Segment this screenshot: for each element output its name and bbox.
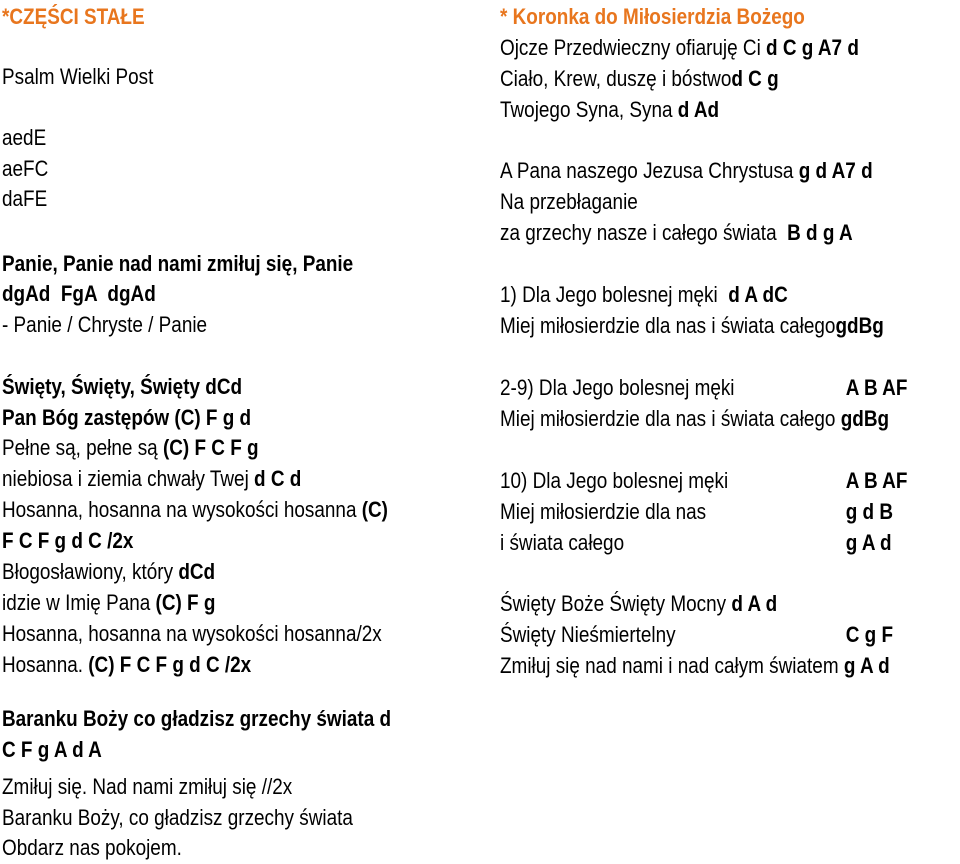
sanctus-line — [2, 650, 251, 680]
chord-line: aeFC — [2, 156, 49, 181]
chord-line: daFE — [2, 186, 48, 211]
agnus-line: Baranku Boży, co gładzisz grzechy świata — [2, 805, 353, 830]
chaplet-line — [500, 64, 779, 94]
lyric: Ojcze Przedwieczny ofiaruję Ci — [500, 35, 767, 60]
sanctus-line — [2, 588, 215, 618]
chords: d A dC — [728, 282, 788, 307]
decade-line — [500, 280, 788, 310]
lyric: i świata całego — [500, 530, 625, 555]
chords: dCd — [205, 374, 243, 399]
lyric: Pełne są, pełne są — [2, 435, 163, 460]
section-title-parts: *CZĘŚCI STAŁE — [2, 4, 145, 29]
chaplet-line — [500, 218, 853, 248]
chords: d A d — [731, 591, 778, 616]
lyric: Błogosławiony, który — [2, 559, 179, 584]
chords: (C) F C F g d C /2x — [88, 652, 252, 677]
decade-line — [500, 466, 947, 496]
chords: gdBg — [835, 313, 884, 338]
sanctus-line — [2, 557, 215, 587]
lyric: Zmiłuj się nad nami i nad całym światem — [500, 653, 844, 678]
lyric: Święty, Święty, Święty — [2, 374, 206, 399]
chords: (C) F C F g — [162, 435, 259, 460]
lyric: 2-9) Dla Jego bolesnej męki — [500, 375, 735, 400]
decade-line — [500, 373, 947, 403]
lyric: Święty Boże Święty Mocny — [500, 591, 732, 616]
lyric: Na przebłaganie — [500, 189, 638, 214]
sanctus-line — [2, 526, 133, 556]
chords: A B AF — [845, 468, 908, 493]
lyric: Hosanna, hosanna na wysokości hosanna/2x — [2, 621, 382, 646]
decade-line — [500, 311, 884, 341]
sanctus-line — [2, 372, 242, 402]
sanctus-line — [2, 495, 388, 525]
chaplet-line — [500, 95, 719, 125]
chaplet-line — [500, 33, 859, 63]
lyric: 1) Dla Jego bolesnej męki — [500, 282, 729, 307]
chord-line: aedE — [2, 125, 47, 150]
decade-line — [500, 404, 889, 434]
chords: g d B — [845, 499, 894, 524]
chords: g A d — [845, 530, 892, 555]
lyric: za grzechy nasze i całego świata — [500, 220, 788, 245]
holy-line — [500, 589, 777, 619]
lyric: niebiosa i ziemia chwały Twej — [2, 466, 255, 491]
chords: d Ad — [677, 97, 720, 122]
psalm-title: Psalm Wielki Post — [2, 64, 154, 89]
sanctus-line — [2, 619, 382, 649]
chords: dCd — [178, 559, 216, 584]
kyrie-line: Panie, Panie nad nami zmiłuj się, Panie — [2, 251, 354, 276]
chords: (C) — [361, 497, 388, 522]
lyric: Miej miłosierdzie dla nas i świata całego — [500, 313, 836, 338]
chords: C g F — [845, 622, 894, 647]
lyric: Miej miłosierdzie dla nas i świata całego — [500, 406, 841, 431]
sanctus-line — [2, 403, 251, 433]
chords: d C g — [731, 66, 779, 91]
chords: d C g A7 d — [766, 35, 859, 60]
holy-line — [500, 651, 890, 681]
section-title-chaplet: * Koronka do Miłosierdzia Bożego — [500, 4, 805, 29]
kyrie-chords: dgAd FgA dgAd — [2, 281, 156, 306]
chords: gdBg — [840, 406, 890, 431]
decade-line — [500, 497, 947, 527]
chords: A B AF — [845, 375, 908, 400]
chords: B d g A — [787, 220, 853, 245]
holy-line — [500, 620, 947, 650]
chaplet-line — [500, 156, 873, 186]
agnus-line: Zmiłuj się. Nad nami zmiłuj się //2x — [2, 774, 293, 799]
lyric: Pan Bóg zastępów (C) F g d — [2, 405, 252, 430]
decade-line — [500, 528, 947, 558]
chords: (C) F g — [155, 590, 216, 615]
chords: F C F g d C /2x — [2, 528, 134, 553]
lyric: Ciało, Krew, duszę i bóstwo — [500, 66, 732, 91]
lyric: Miej miłosierdzie dla nas — [500, 499, 707, 524]
chords: d C d — [254, 466, 302, 491]
sanctus-line — [2, 433, 259, 463]
lyric: idzie w Imię Pana — [2, 590, 156, 615]
agnus-chords: C F g A d A — [2, 737, 102, 762]
agnus-line: Obdarz nas pokojem. — [2, 835, 182, 860]
lyric: 10) Dla Jego bolesnej męki — [500, 468, 729, 493]
lyric: Hosanna, hosanna na wysokości hosanna — [2, 497, 362, 522]
sanctus-line — [2, 464, 301, 494]
lyric: Hosanna. — [2, 652, 89, 677]
agnus-line: Baranku Boży co gładzisz grzechy świata d — [2, 706, 392, 731]
lyric: Twojego Syna, Syna — [500, 97, 678, 122]
chords: g d A7 d — [798, 158, 873, 183]
chords: g A d — [843, 653, 890, 678]
lyric: A Pana naszego Jezusa Chrystusa — [500, 158, 799, 183]
kyrie-sub: - Panie / Chryste / Panie — [2, 312, 208, 337]
lyric: Święty Nieśmiertelny — [500, 622, 676, 647]
chaplet-line — [500, 187, 638, 217]
